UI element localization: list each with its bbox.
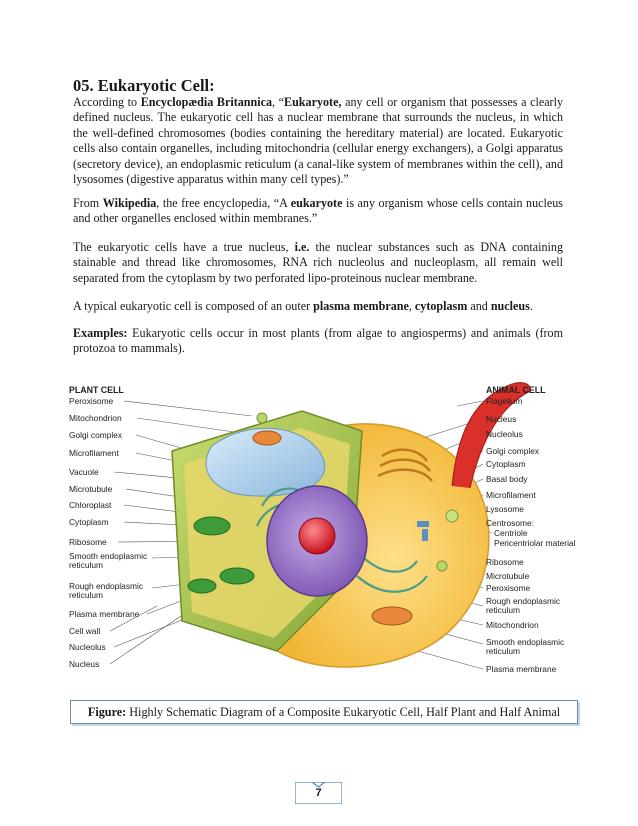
label-cytoplasm: Cytoplasm: [486, 459, 526, 469]
paragraph-wikipedia: [73, 196, 563, 227]
label-smooth-er: Smooth endoplasmic reticulum: [69, 551, 148, 570]
label-nucleolus: Nucleolus: [69, 642, 106, 652]
label-mitochondrion: Mitochondrion: [69, 413, 122, 423]
caption-text: Highly Schematic Diagram of a Composite Eukaryotic Cell, Half Plant and Half Animal: [129, 704, 561, 719]
paragraph-examples: [73, 326, 563, 357]
label-vacuole: Vacuole: [69, 467, 99, 477]
cell-diagram-figure: [62, 376, 592, 681]
text-run: A typical eukaryotic cell is composed of an outer: [73, 299, 314, 313]
text-run: According to: [73, 95, 141, 109]
paragraph-britannica: [73, 95, 563, 187]
label-golgi-complex: Golgi complex: [69, 430, 123, 440]
label-microfilament: Microfilament: [486, 490, 536, 500]
label-nucleus: Nucleus: [486, 414, 517, 424]
chloroplast: [188, 579, 216, 593]
bold-term: eukaryote: [290, 196, 343, 210]
label-rough-er: Rough endoplasmic reticulum: [486, 596, 561, 615]
mitochondrion: [253, 431, 281, 445]
text-run: ,: [408, 299, 415, 313]
bold-source: Encyclopædia Britannica: [140, 95, 272, 109]
paragraph-true-nucleus: [73, 240, 563, 286]
lysosome: [446, 510, 458, 522]
section-title: 05. Eukaryotic Cell:: [73, 76, 215, 95]
animal-cell-heading: ANIMAL CELL: [486, 385, 546, 395]
text-run: From: [73, 196, 103, 210]
label-plasma-membrane: Plasma membrane: [69, 609, 140, 619]
text-run: , the free encyclopedia, “A: [156, 196, 291, 210]
label-microtubule: Microtubule: [69, 484, 113, 494]
label-centriole: Centriole: [494, 528, 528, 538]
label-centrosome: Centrosome:: [486, 518, 534, 528]
plant-cell-heading: PLANT CELL: [69, 385, 124, 395]
label-lysosome: Lysosome: [486, 504, 524, 514]
chloroplast: [194, 517, 230, 535]
label-nucleolus: Nucleolus: [486, 429, 523, 439]
chloroplast: [220, 568, 254, 584]
nucleolus: [299, 518, 335, 554]
label-smooth-er: Smooth endoplasmic reticulum: [486, 637, 565, 656]
label-golgi-complex: Golgi complex: [486, 446, 540, 456]
peroxisome: [437, 561, 447, 571]
label-peroxisome: Peroxisome: [486, 583, 531, 593]
text-run: and: [467, 299, 491, 313]
figure-caption: [70, 700, 578, 724]
label-ribosome: Ribosome: [486, 557, 524, 567]
label-cytoplasm: Cytoplasm: [69, 517, 109, 527]
label-chloroplast: Chloroplast: [69, 500, 112, 510]
bold-source: Wikipedia: [102, 196, 157, 210]
page-number-badge: [295, 782, 342, 804]
label-nucleus: Nucleus: [69, 659, 100, 669]
label-peroxisome: Peroxisome: [69, 396, 114, 406]
label-rough-er: Rough endoplasmic reticulum: [69, 581, 144, 600]
text-run: any cell or organism that possesses a clearly defined nucleus. The eukaryotic cell has a nuclear membrane that surrounds the nucleus, in which the well-defined chromosomes (bodies containing the hereditary material) are located. Eukaryotic cells also contain organelles, including mitochondria (cellular energy exchangers), a Golgi apparatus (secretory device), an endoplasmic reticulum (a canal-like system of membranes within the cell), and lysosomes (digestive apparatus within many cell types).”: [73, 95, 563, 187]
bold-term: cytoplasm: [414, 299, 468, 313]
bold-label: Examples:: [73, 326, 128, 340]
text-run: The eukaryotic cells have a true nucleus,: [73, 240, 295, 254]
text-run: is any organism whose cells contain nucleus and other organelles enclosed within membranes.”: [73, 196, 563, 226]
caption-label: Figure:: [87, 704, 127, 719]
label-basal-body: Basal body: [486, 474, 528, 484]
paragraph-composition: [73, 299, 563, 314]
peroxisome: [257, 413, 267, 423]
label-mitochondrion: Mitochondrion: [486, 620, 539, 630]
bold-term: Eukaryote,: [284, 95, 342, 109]
mitochondrion: [372, 607, 412, 625]
bold-term: nucleus: [490, 299, 530, 313]
text-run: .: [529, 299, 533, 313]
bold-term: plasma membrane: [313, 299, 409, 313]
centriole: [417, 521, 429, 527]
label-ribosome: Ribosome: [69, 537, 107, 547]
label-microtubule: Microtubule: [486, 571, 530, 581]
text-run: Eukaryotic cells occur in most plants (from algae to angiosperms) and animals (from protozoa to mammals).: [73, 326, 563, 356]
label-cell-wall: Cell wall: [69, 626, 101, 636]
text-run: the nuclear substances such as DNA containing stainable and thread like chromosomes, RNA rich nucleolus and nucleoplasm, all remain well separated from the cytoplasm by two perforated lipo-proteinous nuclear membrane.: [73, 240, 563, 285]
label-pericentriolar-material: Pericentriolar material: [494, 538, 576, 548]
label-plasma-membrane: Plasma membrane: [486, 664, 557, 674]
label-flagellum: Flagellum: [486, 396, 523, 406]
bold-abbrev: i.e.: [294, 240, 310, 254]
page-number: 7: [315, 787, 322, 799]
centriole: [422, 529, 428, 541]
text-run: , “: [272, 95, 285, 109]
label-microfilament: Microfilament: [69, 448, 119, 458]
